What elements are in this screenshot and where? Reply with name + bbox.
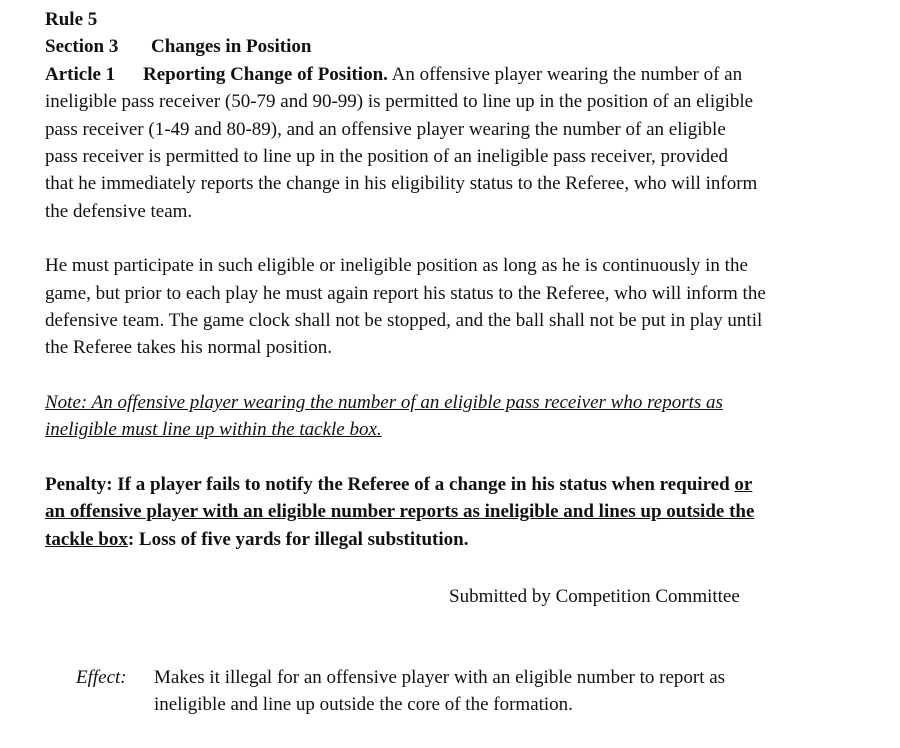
penalty-amendment-text: an offensive player with an eligible number reports as ineligible and lines up outside the [45, 501, 755, 523]
effect-line: Makes it illegal for an offensive player with an eligible number to report as [154, 667, 726, 688]
effect-text [154, 664, 794, 719]
paragraph1-line: ineligible pass receiver (50-79 and 90-99) is permitted to line up in the position of an eligible [45, 91, 754, 113]
paragraph1-line: pass receiver is permitted to line up in the position of an ineligible pass receiver, provided [45, 146, 729, 168]
paragraph1-line: the defensive team. [45, 200, 193, 222]
paragraph2-line: defensive team. The game clock shall not be stopped, and the ball shall not be put in play until [45, 310, 763, 332]
penalty-paragraph [45, 471, 835, 553]
article-title: Reporting Change of Position. [143, 63, 388, 85]
article-label: Article 1 [45, 63, 116, 85]
paragraph2-line: the Referee takes his normal position. [45, 337, 333, 359]
effect-label: Effect: [76, 667, 127, 688]
section-label: Section 3 [45, 36, 119, 58]
paragraph-gap [45, 444, 835, 471]
penalty-line-3 [45, 526, 835, 553]
effect-line: ineligible and line up outside the core of the formation. [154, 694, 573, 716]
article-paragraph [45, 61, 835, 225]
paragraph-gap [45, 362, 835, 389]
article-first-line [45, 61, 835, 88]
paragraph2-line: game, but prior to each play he must again report his status to the Referee, who will inform the [45, 282, 766, 304]
note-line: Note: An offensive player wearing the number of an eligible pass receiver who reports as [45, 391, 723, 413]
penalty-text: : Loss of five yards for illegal substitution. [127, 528, 469, 550]
submitted-by: Submitted by Competition Committee [449, 586, 740, 607]
rule-heading: Rule 5 [45, 9, 98, 30]
paragraph2-line: He must participate in such eligible or ineligible position as long as he is continuously in the [45, 255, 748, 277]
penalty-amendment-text: tackle box [45, 528, 128, 550]
penalty-amendment-text: or [734, 473, 753, 495]
penalty-text: Penalty: If a player fails to notify the Referee of a change in his status when required [45, 473, 735, 495]
paragraph1-line: that he immediately reports the change in his eligibility status to the Referee, who will inform [45, 173, 758, 195]
paragraph1-line: pass receiver (1-49 and 80-89), and an offensive player wearing the number of an eligible [45, 118, 726, 140]
paragraph-gap [45, 225, 835, 252]
section-title: Changes in Position [151, 36, 312, 58]
penalty-line-1 [45, 471, 835, 498]
note-paragraph [45, 389, 835, 444]
paragraph1-line: An offensive player wearing the number of an [387, 63, 743, 85]
note-line: ineligible must line up within the tackle box. [45, 419, 382, 441]
participation-paragraph [45, 252, 835, 362]
section-heading [45, 33, 835, 60]
rule-document [45, 6, 835, 553]
